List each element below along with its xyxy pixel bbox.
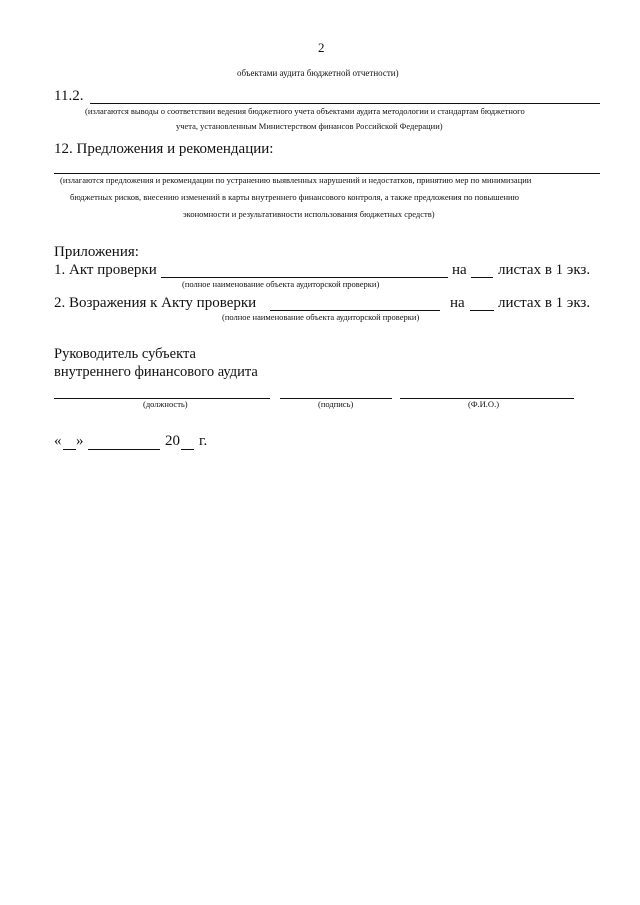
attachment-1-na: на: [452, 262, 467, 278]
page-number: 2: [318, 40, 325, 55]
date-year-line: [181, 449, 194, 450]
attachments-heading: Приложения:: [54, 244, 139, 260]
date-open-quote: «: [54, 433, 62, 449]
section-12-hint-2: бюджетных рисков, внесению изменений в карты внутреннего финансового контроля, а также предложения по повышению: [70, 192, 519, 202]
section-11-2-hint-1: (излагаются выводы о соответствии ведения бюджетного учета объектами аудита методологии и стандартам бюджетного: [85, 106, 525, 116]
attachment-2-sheets: листах в 1 экз.: [498, 295, 591, 311]
date-year-prefix: 20: [165, 433, 180, 449]
signer-title-line-1: Руководитель субъекта: [54, 346, 196, 362]
attachment-1-sheets: листах в 1 экз.: [498, 262, 591, 278]
header-note: объектами аудита бюджетной отчетности): [237, 68, 399, 78]
position-caption: (должность): [143, 399, 188, 409]
attachment-1-label: 1. Акт проверки: [54, 262, 157, 278]
section-12-hint-3: экономности и результативности использования бюджетных средств): [183, 209, 435, 219]
section-11-2-fill-line: [90, 103, 600, 104]
signer-title-line-2: внутреннего финансового аудита: [54, 364, 258, 380]
attachment-2-label: 2. Возражения к Акту проверки: [54, 295, 257, 311]
attachment-2-sheets-line: [470, 310, 494, 311]
section-12-title: 12. Предложения и рекомендации:: [54, 141, 274, 157]
section-12-hint-1: (излагаются предложения и рекомендации по устранению выявленных нарушений и недостатков, принятию мер по минимизации: [60, 175, 532, 185]
date-close-quote: »: [76, 433, 84, 449]
section-11-2-hint-2: учета, установленным Министерством финансов Российской Федерации): [176, 121, 443, 131]
attachment-2-name-line: [270, 310, 440, 311]
section-11-2-number: 11.2.: [54, 88, 84, 104]
attachment-1-sheets-line: [471, 277, 493, 278]
attachment-2-na: на: [450, 295, 465, 311]
signature-caption: (подпись): [318, 399, 354, 409]
attachment-2-hint: (полное наименование объекта аудиторской проверки): [222, 312, 420, 322]
date-day-line: [63, 449, 76, 450]
section-12-fill-line: [54, 173, 600, 174]
full-name-caption: (Ф.И.О.): [468, 399, 500, 409]
date-month-line: [88, 449, 160, 450]
attachment-1-name-line: [161, 277, 448, 278]
attachment-1-hint: (полное наименование объекта аудиторской проверки): [182, 279, 380, 289]
date-year-suffix: г.: [199, 433, 208, 449]
